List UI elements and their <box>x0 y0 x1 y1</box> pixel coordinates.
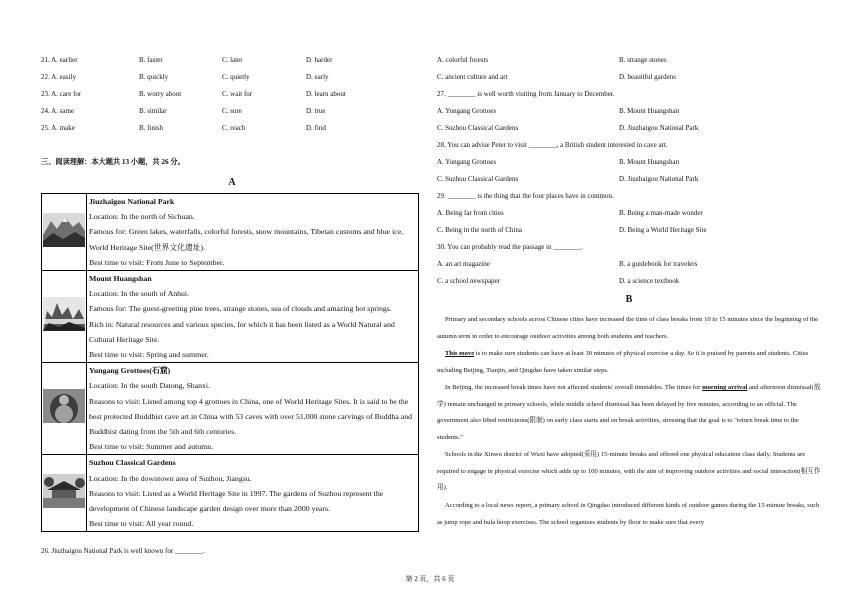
q27-c: C. Suzhou Classical Gardens <box>437 124 519 132</box>
attraction-info <box>87 363 419 455</box>
paragraph-3-start: In Beijing, the increased break times have not affected students' overall timetables. The times for <box>445 384 703 391</box>
huangshan-photo <box>43 297 85 331</box>
section-title: 三、阅读理解：本大题共 13 小题，共 26 分。 <box>41 158 185 166</box>
passage-b-heading: B <box>625 294 633 305</box>
q21-d: D. harder <box>306 56 333 64</box>
q30-d: D. a science textbook <box>619 277 680 285</box>
q24-d: D. true <box>306 107 326 115</box>
q25-c: C. reach <box>222 124 246 132</box>
photo-cell <box>42 194 87 271</box>
photo-cell <box>42 363 87 455</box>
q28-c: C. Suzhou Classical Gardens <box>437 175 519 183</box>
q22-c: C. quietly <box>222 73 250 81</box>
q30-c: C. a school newspaper <box>437 277 500 285</box>
q22-b: B. quickly <box>139 73 169 81</box>
q23-b: B. worry about <box>139 90 182 98</box>
photo-cell <box>42 455 87 532</box>
q28-b: B. Mount Huangshan <box>619 158 680 166</box>
attraction-name: Mount Huangshan <box>89 274 152 284</box>
q26-d: D. beautiful gardens <box>619 73 676 81</box>
attraction-famous-for: Famous for: The guest-greeting pine trees, strange stones, sea of clouds and amazing hot springs. <box>89 304 392 314</box>
q23-d: D. learn about <box>306 90 346 98</box>
question-28: 28. You can advise Peter to visit ________, a British student interested in cave art. <box>437 141 668 149</box>
passage-b-paragraph-4: Schools in the Xinwu district of Wuxi have adopted(采用) 15-minute breaks and offered one physical education class daily. Students are required to engage in physical exercise which adds up to 100 minutes, with the aim of improving outdoor activities and social interaction(相互作用). <box>437 451 821 491</box>
q26-a: A. colorful forests <box>437 56 489 64</box>
attraction-row <box>42 455 419 532</box>
attractions-table <box>41 193 419 532</box>
paragraph-2-text: is to make sure students can have at least 30 minutes of physical exercise a day. So it is praised by parents and students. Cities including Beijing, Tianjin, and Qingdao have taken similar steps. <box>437 350 809 374</box>
attraction-row <box>42 194 419 271</box>
q22-d: D. early <box>306 73 329 81</box>
q27-a: A. Yungang Grottoes <box>437 107 497 115</box>
attraction-name: Suzhou Classical Gardens <box>89 458 176 468</box>
paragraph-3-end: and afternoon dismissal(放学) remain unchanged in primary schools, while middle school dismissal has been delayed by five minutes, according to an official. The government also lifted restrictions(限制) on early class starts and on break activities, stressing that the goal is to "return break time to the students." <box>437 384 821 441</box>
attraction-location: Location: In the downtown area of Suzhou, Jiangsu. <box>89 473 252 483</box>
q27-b: B. Mount Huangshan <box>619 107 680 115</box>
q24-c: C. sure <box>222 107 242 115</box>
question-26: 26. Jiuzhaigou National Park is well known for ________. <box>41 547 205 555</box>
yungang-photo <box>43 389 85 423</box>
q24-b: B. similar <box>139 107 167 115</box>
passage-b-paragraph-1: Primary and secondary schools across Chinese cities have increased the time of class breaks from 10 to 15 minutes since the beginning of the autumn term in order to encourage outdoor activities among both students and teachers. <box>437 316 818 340</box>
suzhou-photo <box>43 474 85 508</box>
q25-a: 25. A. make <box>41 124 75 132</box>
attraction-location: Location: In the south Datong, Shanxi. <box>89 381 211 391</box>
jiuzhaigou-photo <box>43 213 85 247</box>
attraction-best-time: Best time to visit: All year round. <box>89 519 194 529</box>
attraction-info <box>87 194 419 271</box>
underlined-morning-arrival: morning arrival <box>702 384 748 391</box>
attraction-name: Yungang Grottoes(石窟) <box>89 366 171 376</box>
q22-a: 22. A. easily <box>41 73 76 81</box>
q21-a: 21. A. earlier <box>41 56 78 64</box>
attraction-row <box>42 363 419 455</box>
q25-b: B. finish <box>139 124 164 132</box>
q29-a: A. Being far from cities <box>437 209 504 217</box>
passage-b-paragraph-3 <box>437 380 822 446</box>
underlined-this-move: This move <box>445 350 475 357</box>
q21-b: B. faster <box>139 56 163 64</box>
q26-b: B. strange stones <box>619 56 667 64</box>
attraction-best-time: Best time to visit: From June to September. <box>89 257 225 267</box>
passage-a-heading: A <box>228 177 236 188</box>
q29-d: D. Being a World Heritage Site <box>619 226 707 234</box>
attraction-best-time: Best time to visit: Spring and summer. <box>89 350 209 360</box>
q23-a: 23. A. care for <box>41 90 82 98</box>
q28-a: A. Yungang Grottoes <box>437 158 497 166</box>
page-footer: 第 2 页，共 6 页 <box>405 575 455 583</box>
q26-c: C. ancient culture and art <box>437 73 508 81</box>
attraction-rich-in: Rich in: Natural resources and various species, for which it has been listed as a World Natural and Cultural Heritage Site. <box>89 319 395 344</box>
attraction-location: Location: In the south of Anhui. <box>89 289 190 299</box>
attraction-best-time: Best time to visit: Summer and autumn. <box>89 442 214 452</box>
question-30: 30. You can probably read the passage in ________. <box>437 243 584 251</box>
attraction-reasons: Reasons to visit: Listed as a World Heritage Site in 1997. The gardens of Suzhou represent the development of Chinese landscape garden design over more than 2000 years. <box>89 488 384 514</box>
passage-b-paragraph-5: According to a local news report, a primary school in Qingdao introduced different kinds of outdoor games during the 15-minute breaks, such as jump rope and hula hoop exercises. The school organizes students by floor to make sure that every <box>437 502 820 526</box>
attraction-reasons: Reasons to visit: Listed among top 4 grottoes in China, one of World Heritage Sites. It is said to be the best protected Buddhist cave art in China with 53 caves with over 51,000 stone carvings of Buddha and Buddhist dating from the 5th and 6th centuries. <box>89 396 413 437</box>
attraction-location: Location: In the north of Sichuan. <box>89 212 195 222</box>
attraction-row <box>42 271 419 363</box>
q27-d: D. Jiuzhaigou National Park <box>619 124 699 132</box>
q24-a: 24. A. same <box>41 107 75 115</box>
q29-b: B. Being a man-made wonder <box>619 209 703 217</box>
q23-c: C. wait for <box>222 90 253 98</box>
q30-b: B. a guidebook for travelers <box>619 260 698 268</box>
attraction-name: Jiuzhaigou National Park <box>89 197 175 206</box>
q29-c: C. Being in the north of China <box>437 226 522 234</box>
question-27: 27. ________ is well worth visiting from January to December. <box>437 90 615 98</box>
passage-b-paragraph-2 <box>437 346 822 379</box>
q25-d: D. find <box>306 124 326 132</box>
q28-d: D. Jiuzhaigou National Park <box>619 175 699 183</box>
photo-cell <box>42 271 87 363</box>
attraction-info <box>87 271 419 363</box>
attraction-info <box>87 455 419 532</box>
attraction-famous-for: Famous for: Green lakes, waterfalls, colorful forests, snow mountains, Tibetan customs and blue ice, World Heritage Site(世界文化遗址). <box>89 227 403 252</box>
q21-c: C. later <box>222 56 243 64</box>
question-29: 29. ________ is the thing that the four places have in common. <box>437 192 614 200</box>
q30-a: A. an art magazine <box>437 260 490 268</box>
